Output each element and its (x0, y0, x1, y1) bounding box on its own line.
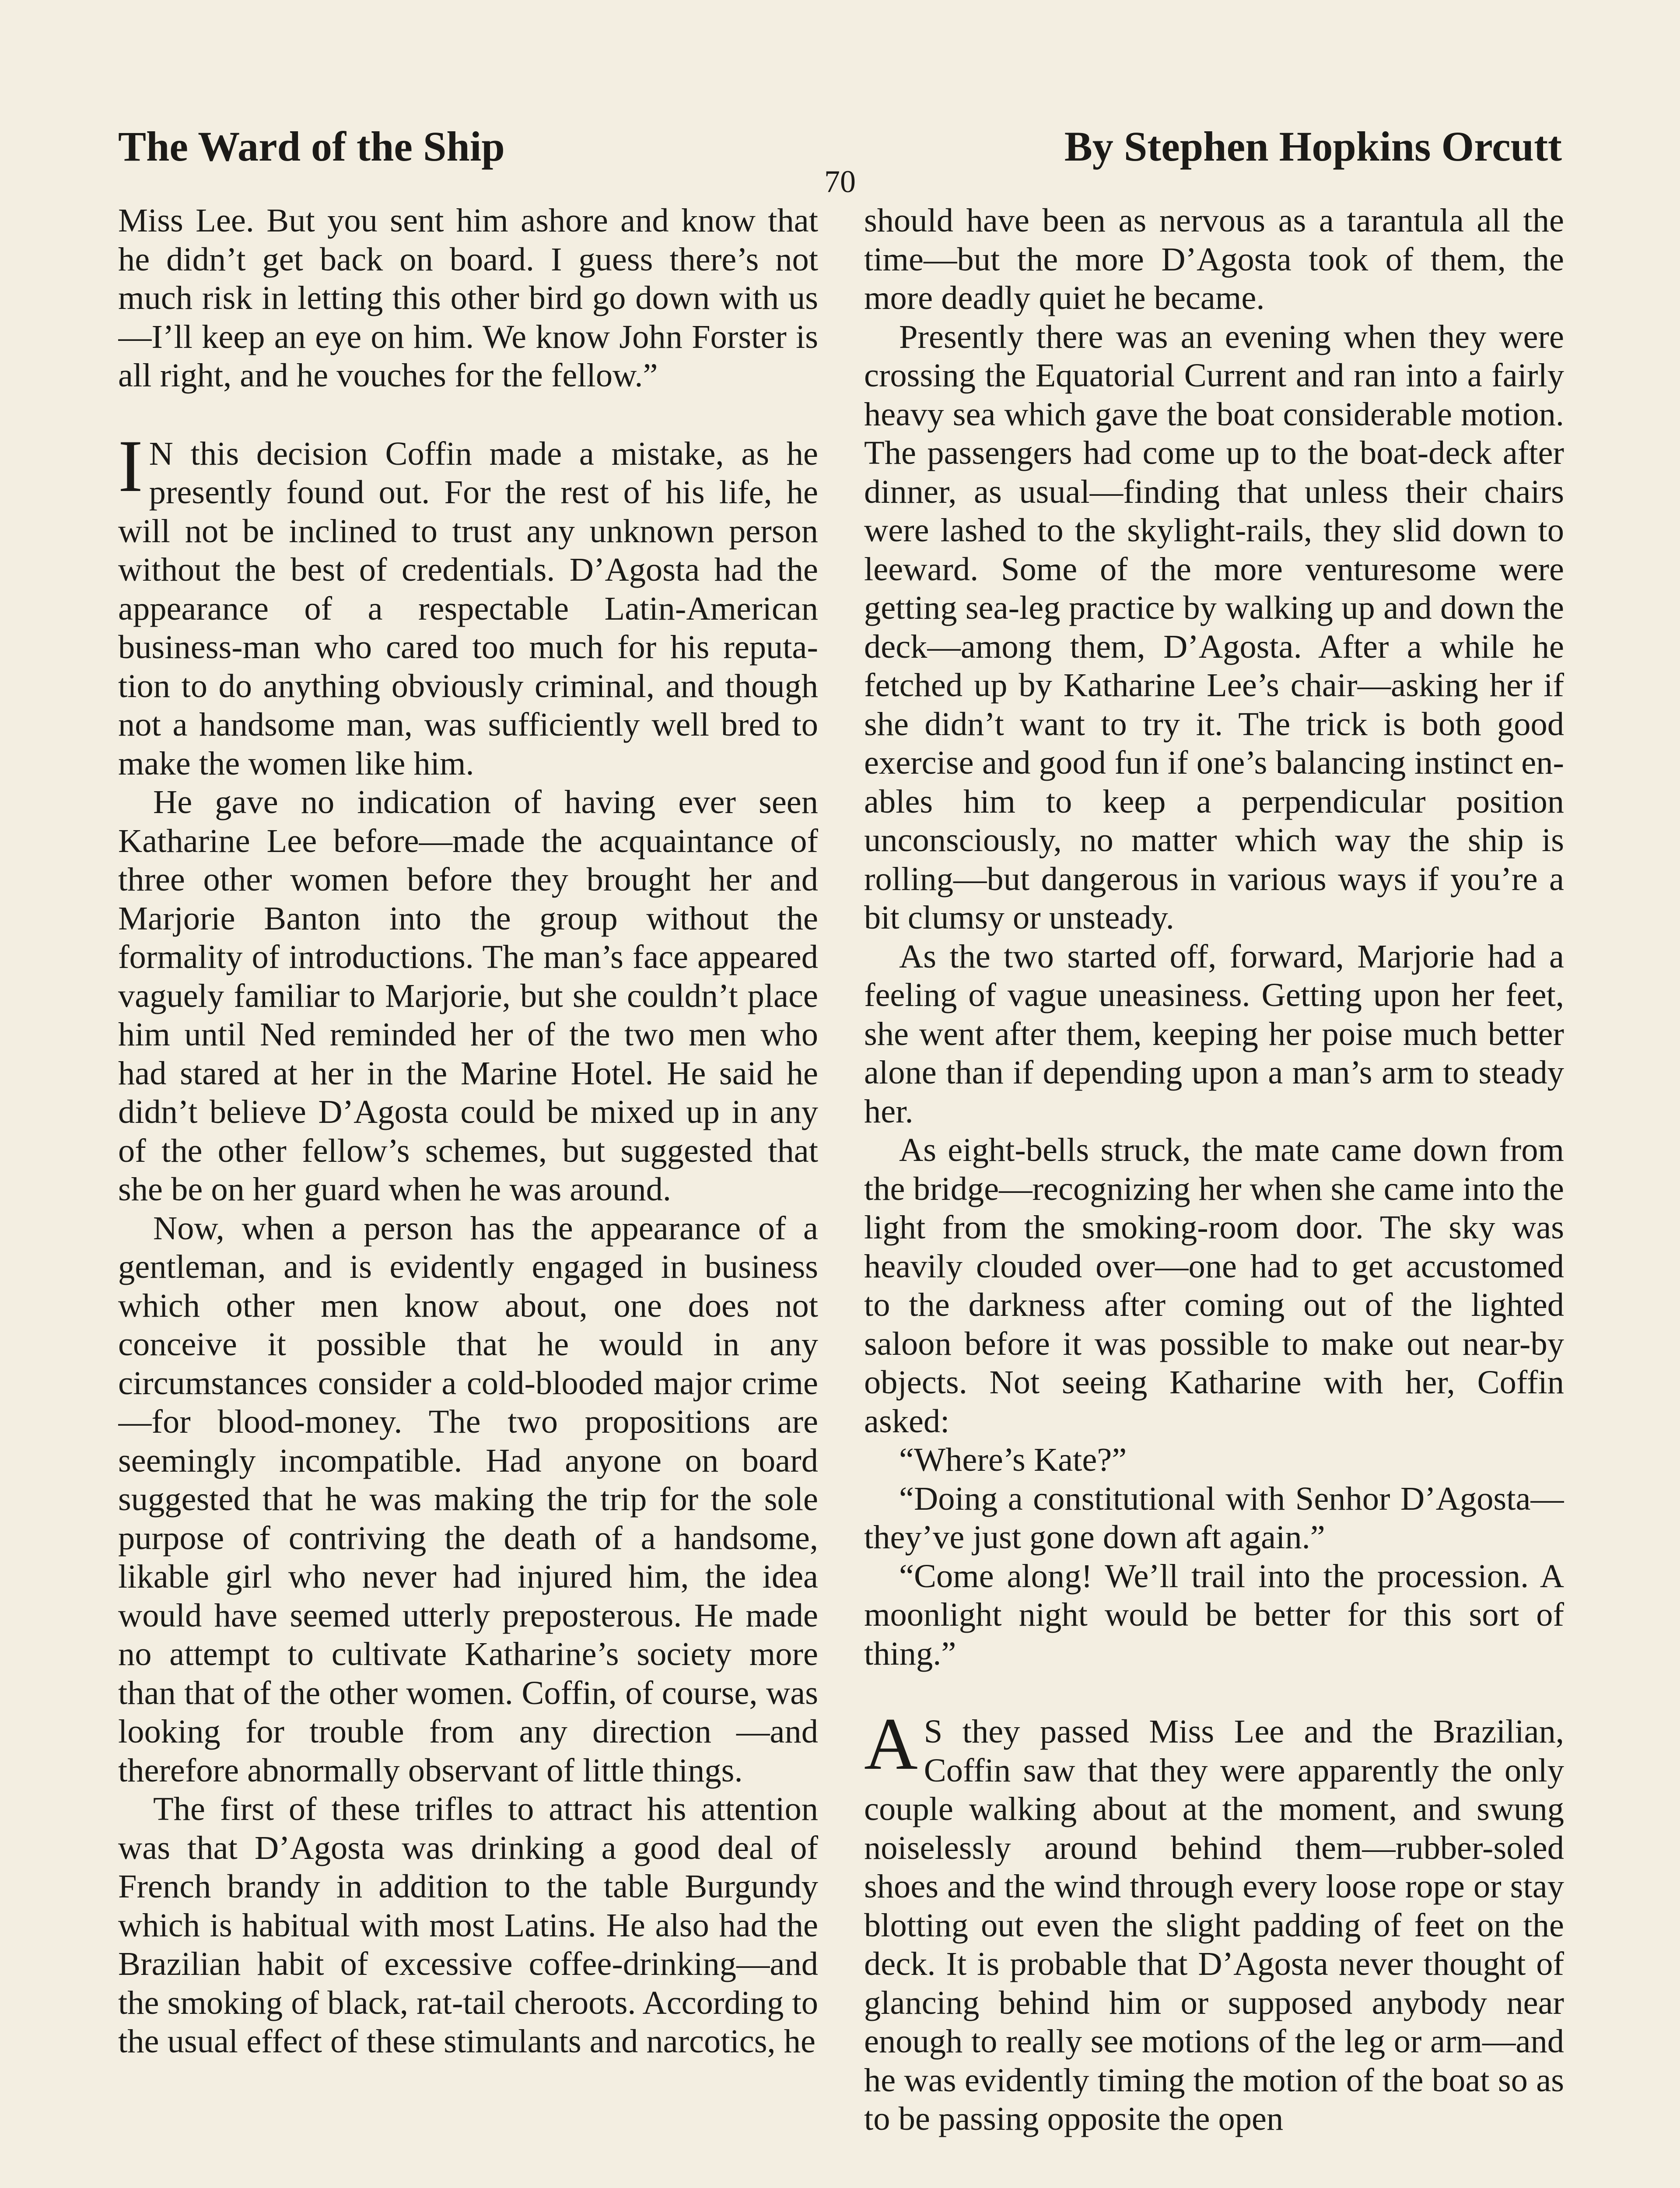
left-column (118, 201, 818, 2188)
author-byline: By Stephen Hopkins Orcutt (1064, 123, 1562, 170)
section-paragraph (118, 424, 818, 783)
page-number: 70 (824, 164, 856, 199)
right-column (864, 201, 1564, 2188)
paragraph: Miss Lee. But you sent him ashore and know that he didn’t get back on board. I guess there’s not much risk in letting this other bird go down with us—I’ll keep an eye on him. We know John Forster is all right, and he vouches for the fellow.” (118, 202, 818, 394)
dialogue-line: “Where’s Kate?” (899, 1441, 1127, 1478)
section-paragraph (864, 1703, 1564, 2139)
paragraph: He gave no indication of having ever seen Katharine Lee before—made the acquaintance of three other women before they brought her and Marjorie Banton into the group without the formality of introductions. The man’s face appeared vaguely familiar to Marjorie, but she couldn’t place him until Ned reminded her of the two men who had stared at her in the Marine Hotel. He said he didn’t believe D’Agosta could be mixed up in any of the other fellow’s schemes, but suggested that she be on her guard when he was around. (118, 783, 818, 1208)
paragraph: As eight-bells struck, the mate came down from the bridge—recognizing her when she came into the light from the smoking-room door. The sky was heavily clouded over—one had to get accustomed to the darkness after coming out of the lighted saloon before it was possible to make out near-by objects. Not seeing Katharine with her, Coffin asked: (864, 1131, 1564, 1440)
dialogue-line: “Doing a constitutional with Senhor D’Agosta—they’ve just gone down aft again.” (864, 1480, 1564, 1556)
paragraph: Now, when a person has the appearance of a gentleman, and is evidently engaged in business which other men know about, one does not conceive it possible that he would in any circumstances consider a cold-blooded major crime—for blood-money. The two propositions are seemingly incompatible. Had anyone on board suggested that he was making the trip for the sole purpose of contriving the death of a handsome, likable girl who never had injured him, the idea would have seemed utterly preposterous. He made no attempt to cultivate Katharine’s society more than that of the other women. Coffin, of course, was looking for trouble from any direction —and therefore abnormally observant of little things. (118, 1209, 818, 1789)
dialogue-line: “Come along! We’ll trail into the procession. A moonlight night would be better for this sort of thing.” (864, 1557, 1564, 1672)
drop-cap: I (118, 424, 143, 507)
paragraph-text: S they passed Miss Lee and the Brazilian, Coffin saw that they were apparently the only couple walking about at the moment, and swung noiselessly around behind them—rubber-soled shoes and the wind through every loose rope or stay blotting out even the slight padding of feet on the deck. It is probable that D’Agosta never thought of glancing behind him or supposed anybody near enough to really see motions of the leg or arm—and he was evidently timing the motion of the boat so as to be passing opposite the open (864, 1713, 1564, 2137)
story-title: The Ward of the Ship (118, 123, 505, 170)
paragraph: The first of these trifles to attract his attention was that D’Agosta was drinking a good deal of French brandy in addition to the table Burgundy which is habitual with most Latins. He also had the Brazilian habit of excessive coffee-drinking—and the smoking of black, rat-tail cheroots. According to the usual effect of these stimulants and narcotics, he (118, 1790, 818, 2060)
paragraph: As the two started off, forward, Marjorie had a feeling of vague uneasiness. Getting upon her feet, she went after them, keeping her poise much better alone than if depending upon a man’s arm to steady her. (864, 937, 1564, 1130)
drop-cap: A (864, 1703, 918, 1785)
paragraph-text: N this decision Coffin made a mistake, as he presently found out. For the rest of his life, he will not be inclined to trust any unknown person without the best of credentials. D’Agosta had the appearance of a respectable Latin-American business-man who cared too much for his reputation to do anything obviously criminal, and though not a handsome man, was sufficiently well bred to make the women like him. (118, 435, 818, 782)
paragraph: should have been as nervous as a tarantula all the time—but the more D’Agosta took of them, the more deadly quiet he became. (864, 202, 1564, 316)
paragraph: Presently there was an evening when they were crossing the Equatorial Current and ran into a fairly heavy sea which gave the boat considerable motion. The passengers had come up to the boat-deck after dinner, as usual—finding that unless their chairs were lashed to the skylight-rails, they slid down to leeward. Some of the more venturesome were getting sea-leg practice by walking up and down the deck—among them, D’Agosta. After a while he fetched up by Katharine Lee’s chair—asking her if she didn’t want to try it. The trick is both good exercise and good fun if one’s balancing instinct enables him to keep a perpendicular position unconsciously, no matter which way the ship is rolling—but dangerous in various ways if you’re a bit clumsy or unsteady. (864, 318, 1564, 936)
